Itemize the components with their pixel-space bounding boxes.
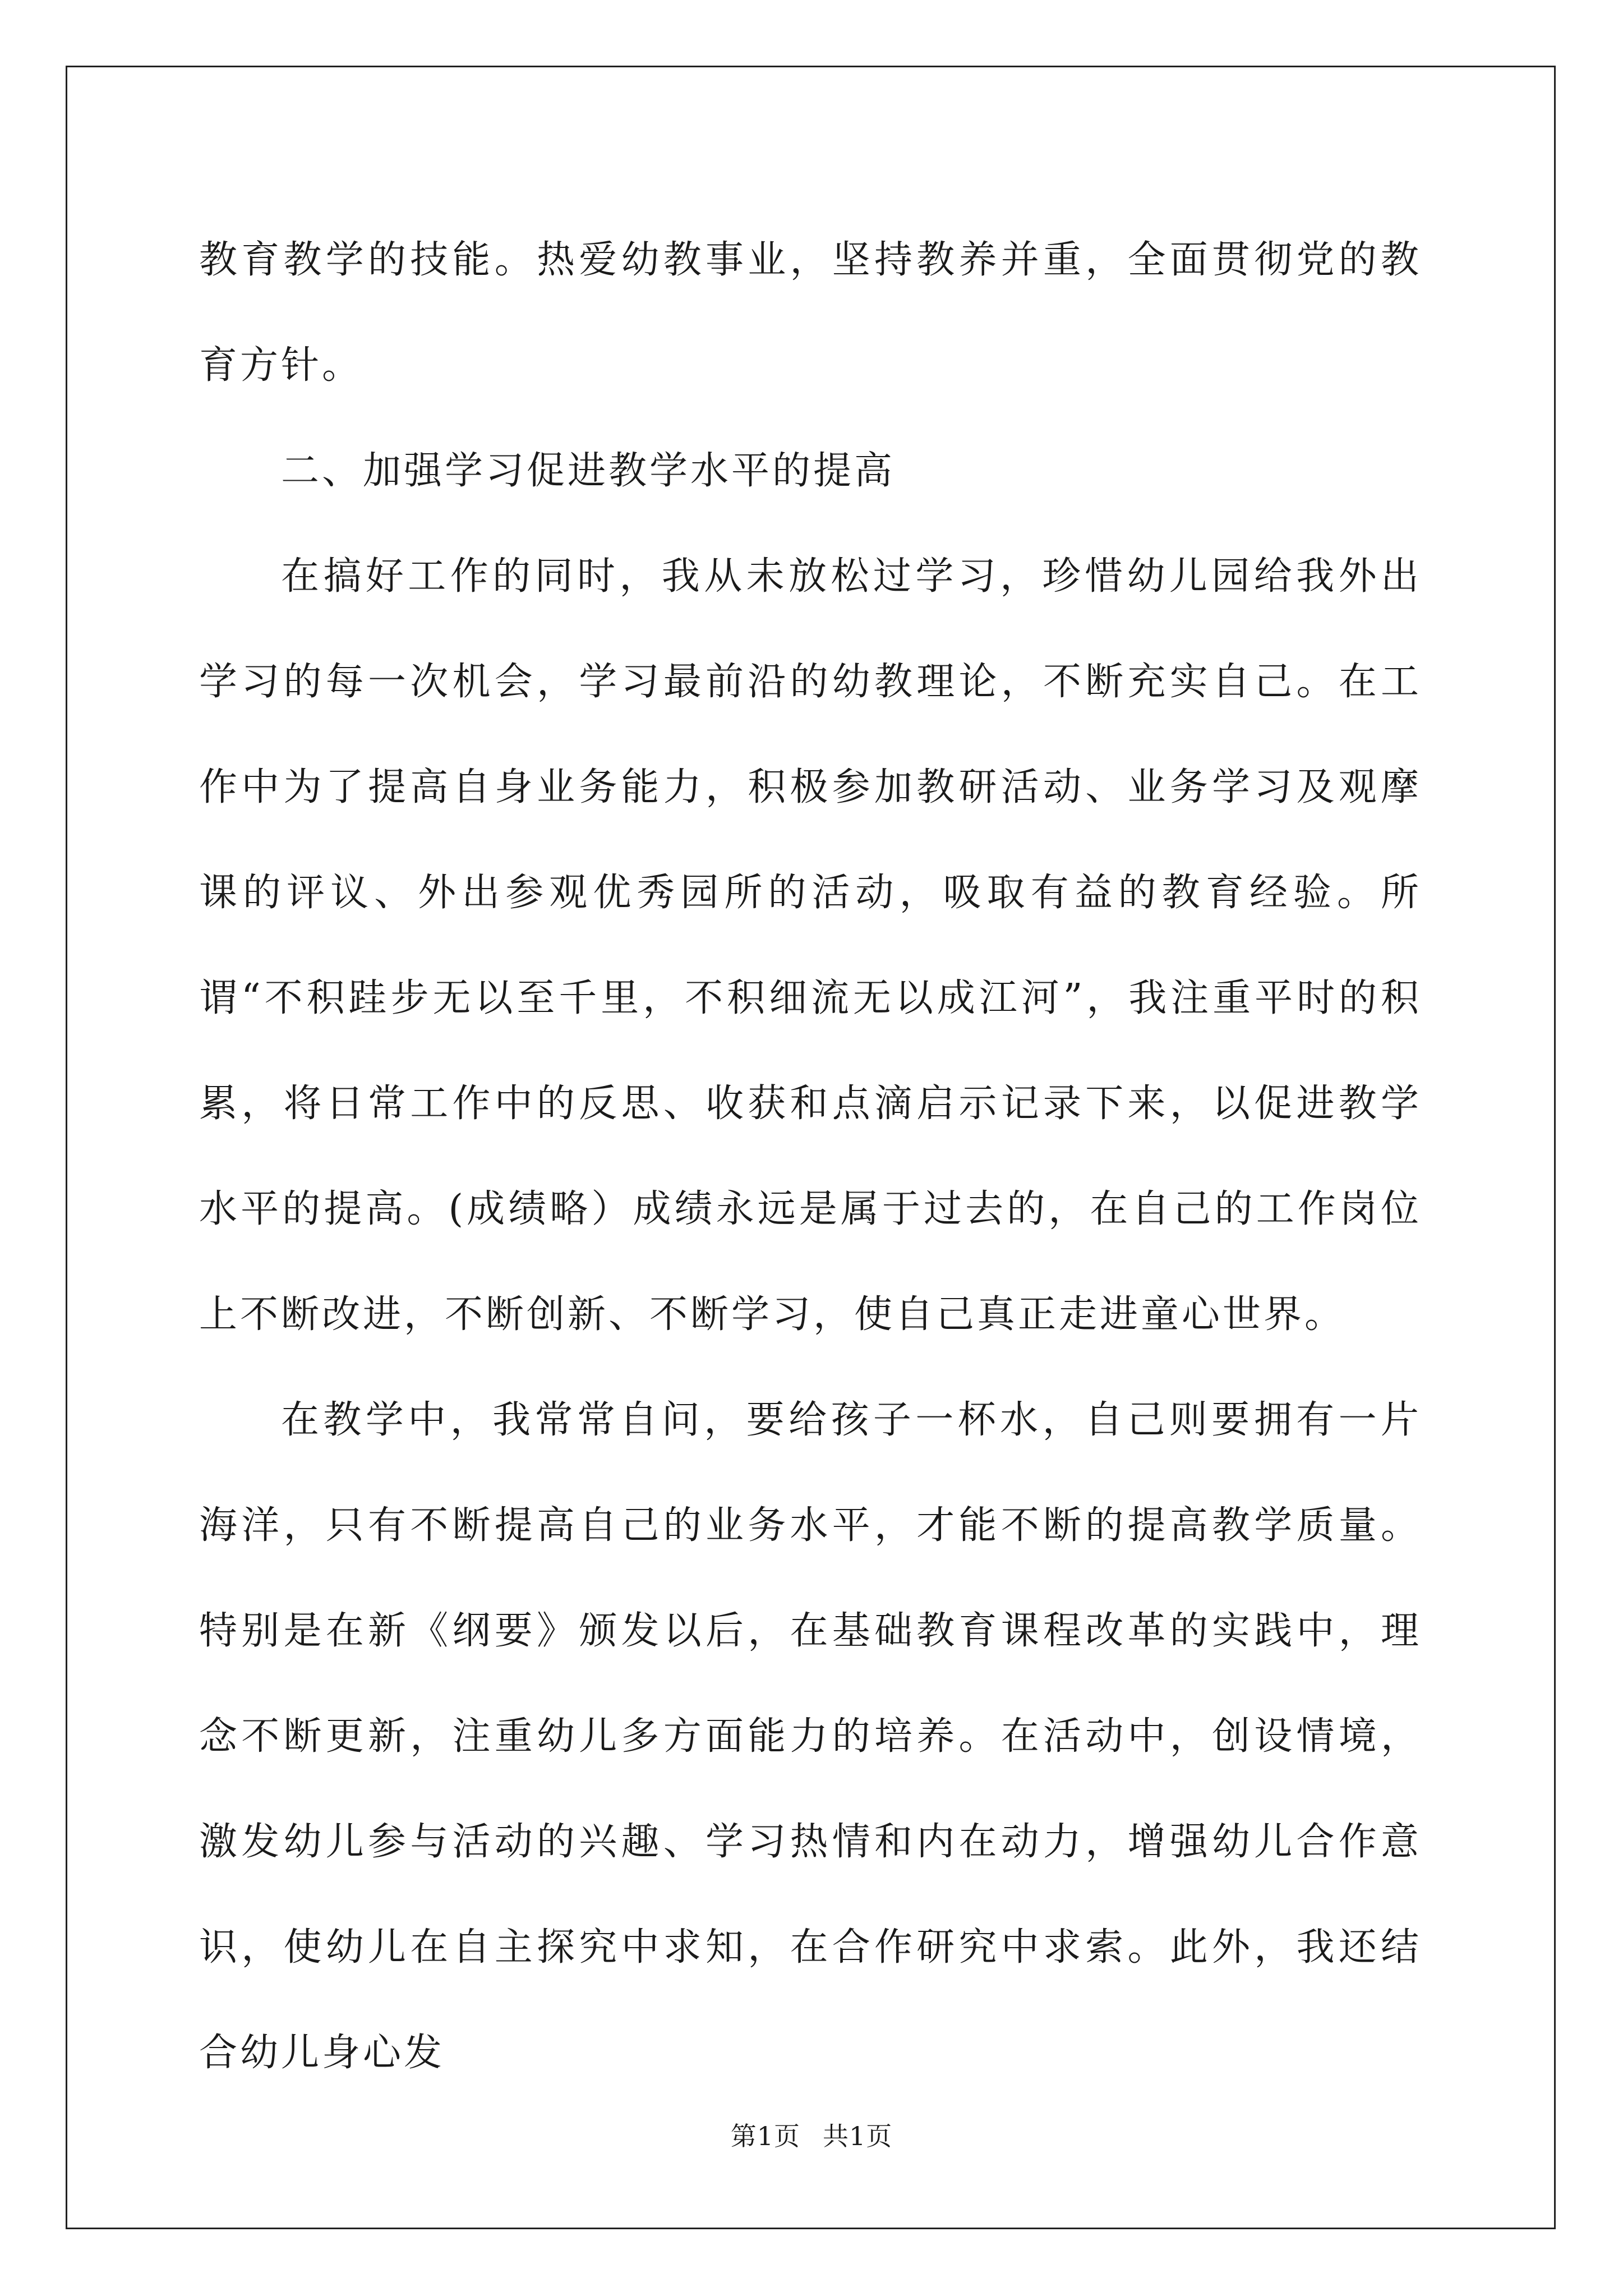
page-footer [0,2119,1623,2153]
section-heading: 二、加强学习促进教学水平的提高 [281,449,896,493]
paragraph-3: 在搞好工作的同时，我从未放松过学习，珍惜幼儿园给我外出学习的每一次机会，学习最前沿的幼教理论，不断充实自己。在工作中为了提高自身业务能力，积极参加教研活动、业务学习及观摩课的评议、外出参观优秀园所的活动，吸取有益的教育经验。所谓“不积跬步无以至千里，不积细流无以成江河”，我注重平时的积累，将日常工作中的反思、收获和点滴启示记录下来，以促进教学水平的提高。(成绩略）成绩永远是属于过去的，在自己的工作岗位上不断改进，不断创新、不断学习，使自己真正走进童心世界。 [199,554,1422,1337]
paragraph-4: 在教学中，我常常自问，要给孩子一杯水，自己则要拥有一片海洋，只有不断提高自己的业务水平，才能不断的提高教学质量。特别是在新《纲要》颁发以后，在基础教育课程改革的实践中，理念不断更新，注重幼儿多方面能力的培养。在活动中，创设情境，激发幼儿参与活动的兴趣、学习热情和内在动力，增强幼儿合作意识，使幼儿在自主探究中求知，在合作研究中求索。此外，我还结合幼儿身心发 [199,1398,1422,2075]
page-total: 共1页 [823,2121,893,2151]
document-body [199,208,1422,2106]
page-number: 第1页 [730,2121,800,2151]
paragraph-1: 教育教学的技能。热爱幼教事业，坚持教养并重，全面贯彻党的教育方针。 [199,238,1422,388]
